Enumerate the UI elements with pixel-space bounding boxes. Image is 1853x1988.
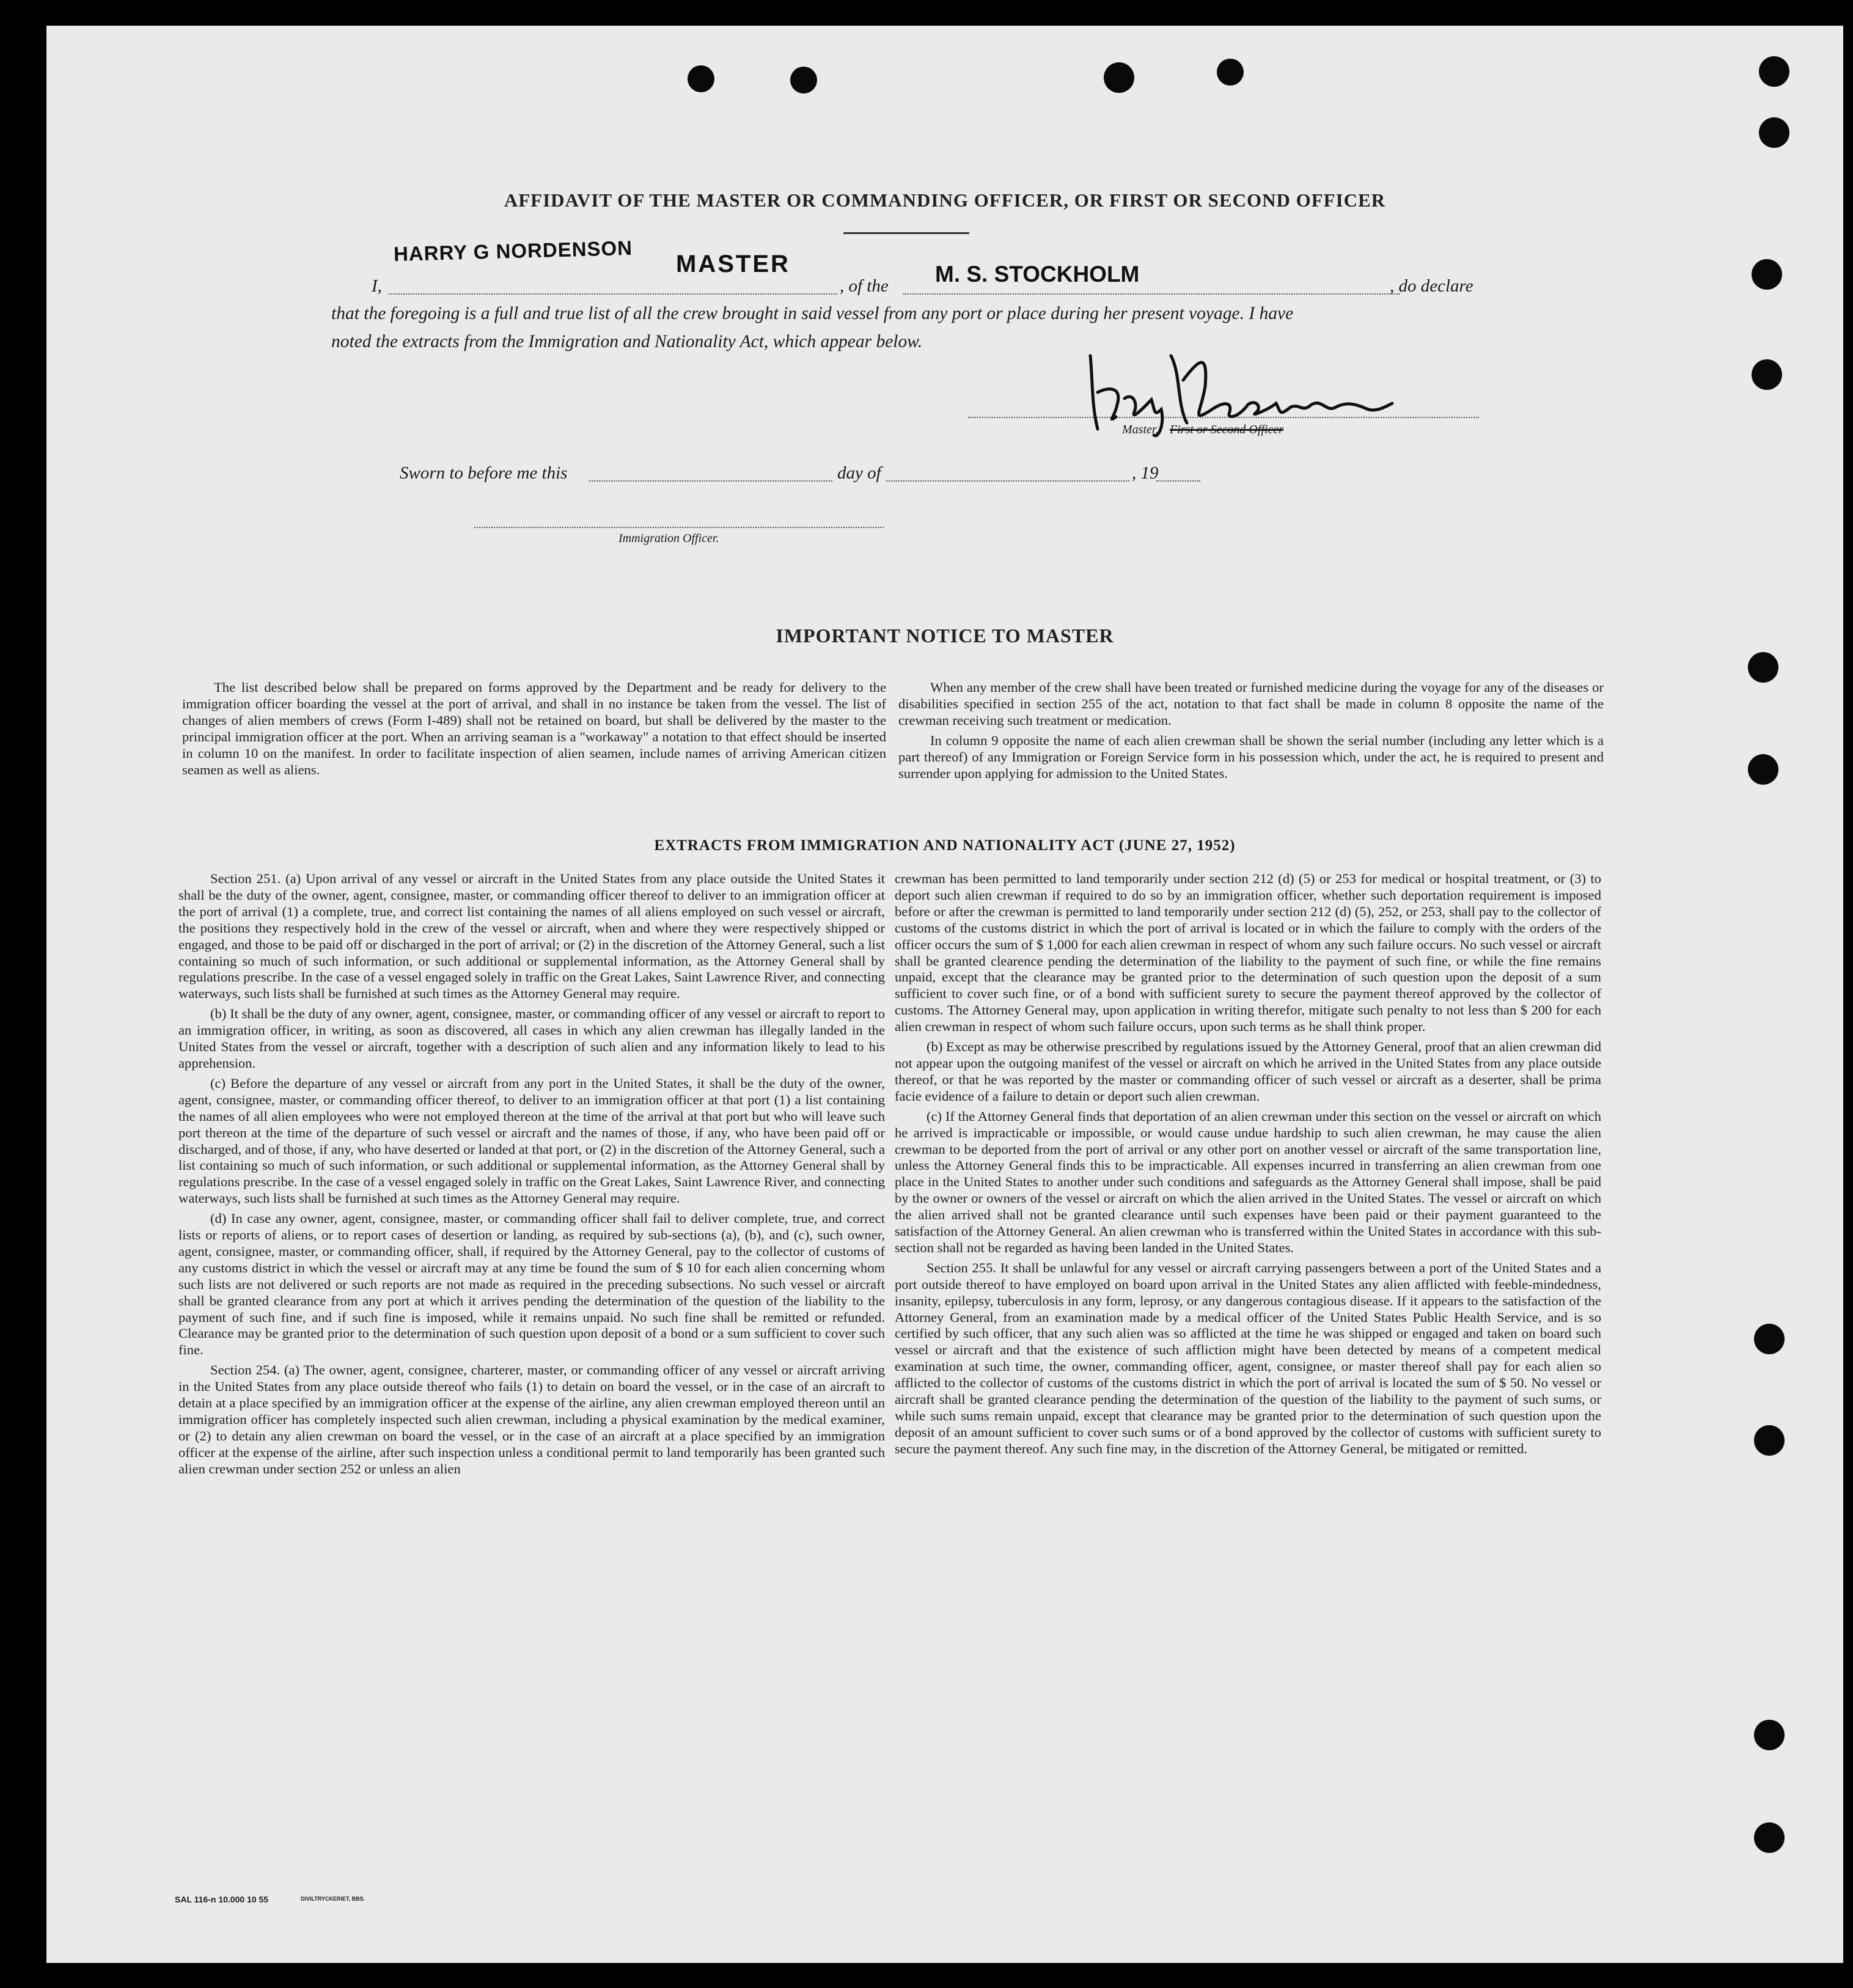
rank-typed: MASTER xyxy=(676,251,790,277)
punch-hole xyxy=(1748,754,1778,785)
extract-paragraph: Section 254. (a) The owner, agent, consignee, charterer, master, or commanding officer of any vessel or aircraft arriving in the United States from any place outside thereof who fails (1) to detain on board the vessel, or in the case of an aircraft to detain at a place specified by an immigration officer at the expense of the airline, any alien crewman employed thereon until an immigration officer has completely inspected such alien crewman, including a physical examination by the medical examiner, or (2) to detain any alien crewman on board the vessel, or in the case of an aircraft at a place specified by an immigration officer at the expense of the airline, after such inspection unless a conditional permit to land temporarily has been granted such alien crewman under section 252 or unless an alien xyxy=(178,1362,885,1476)
vessel-name: M. S. STOCKHOLM xyxy=(935,262,1140,287)
affidavit-i: I, xyxy=(372,276,382,296)
notice-title: IMPORTANT NOTICE TO MASTER xyxy=(776,625,1114,647)
extract-paragraph: (c) If the Attorney General finds that deportation of an alien crewman under this section on the vessel or aircraft on which he arrived is impracticable or impossible, or would cause undue hardship to such alien crewman, he may cause the alien crewman to be deported from the port of arrival or any other port on another vessel or aircraft of the same transportation line, unless the Attorney General finds this to be impracticable. All expenses incurred in transferring an alien crewman from one place in the United States to another under such conditions and safeguards as the Attorney General shall impose, shall be paid by the owner or owners of the vessel or aircraft on which the alien arrived in the United States. The vessel or aircraft on which the alien arrived shall not be granted clearance until such expenses have been paid or their payment guaranteed to the satisfaction of the Attorney General. An alien crewman who is transferred within the United States in accordance with this sub-section shall not be regarded as having been landed in the United States. xyxy=(895,1108,1601,1255)
signature-caption-master: Master, xyxy=(1122,423,1159,436)
sworn-day-line xyxy=(589,480,832,482)
affidavit-do-declare: , do declare xyxy=(1390,276,1473,296)
notice-right-paragraph-2: In column 9 opposite the name of each alien crewman shall be shown the serial number (including any letter which is a part thereof) of any Immigration or Foreign Service form in his possession which, under the act, he is required to present and surrender upon applying for admission to the United States. xyxy=(898,732,1604,781)
immigration-officer-caption: Immigration Officer. xyxy=(618,532,719,545)
sworn-day-of: day of xyxy=(837,463,881,483)
notice-right-column xyxy=(898,680,1604,785)
punch-hole xyxy=(1754,1822,1785,1853)
form-code: SAL 116-n 10.000 10 55 xyxy=(175,1894,269,1904)
extract-paragraph: (d) In case any owner, agent, consignee, master, or commanding officer shall fail to deliver complete, true, and correct lists or reports of aliens, or to report cases of desertion or landing, as required by sub-sections (a), (b), and (c), such owner, agent, consignee, master, or commanding officer, shall, if required by the Attorney General, pay to the collector of customs of any customs district in which the vessel or aircraft may at any time be found the sum of $ 10 for each alien concerning whom such lists are not delivered or such reports are not made as required in the preceding subsections. No such vessel or aircraft shall be granted clearance from any port at which it arrives pending the determination of the question of the liability to the payment of such fine, and if such fine is imposed, while it remains unpaid. No such fine shall be remitted or refunded. Clearance may be granted prior to the determination of such question upon deposit of a bond or a sum sufficient to cover such fine. xyxy=(178,1211,885,1358)
punch-hole xyxy=(1754,1425,1785,1456)
sworn-year-line xyxy=(1156,480,1200,482)
immigration-officer-line xyxy=(474,527,884,528)
punch-hole xyxy=(688,65,714,92)
punch-hole xyxy=(1759,117,1789,148)
punch-hole xyxy=(1217,59,1244,86)
extract-paragraph: crewman has been permitted to land temporarily under section 212 (d) (5) or 253 for medical or hospital treatment, or (3) to deport such alien crewman if required to do so by an immigration officer, whether such deportation requirement is imposed before or after the crewman is permitted to land temporarily under section 212 (d) (5), 252, or 253, shall pay to the collector of customs of the customs district in which the port of arrival is located or in which the failure to comply with the orders of the officer occurs the sum of $ 1,000 for each alien crewman in respect of whom any such failure occurs. No such vessel or aircraft shall be granted clearence pending the determination of the liability to the payment of such fine, or while the fine remains unpaid, except that the clearance may be granted prior to the determination of such question upon the deposit of a sum sufficient to cover such fine, or of a bond with sufficient surety to secure the payment thereof approved by the collector of customs. The Attorney General may, upon application in writing therefor, mitigate such penalty to not less than $ 200 for each alien crewman in respect of whom such failure occurs, upon such terms as he shall think proper. xyxy=(895,871,1601,1035)
affidavit-of-the: , of the xyxy=(840,276,889,296)
punch-hole xyxy=(1754,1324,1785,1354)
notice-left-column xyxy=(182,680,886,782)
extract-paragraph: (c) Before the departure of any vessel or aircraft from any port in the United States, it shall be the duty of the owner, agent, consignee, master, or commanding officer thereof, to deliver to an immigration officer at that port (1) a list containing the names of all alien employees who were not employed thereon at the time of the arrival at that port but who will leave such port thereon at the time of the departure of such vessel or aircraft and the names of those, if any, who have been paid off or discharged, and of those, if any, who have deserted or landed at that port, or (2) in the discretion of the Attorney General, such a list containing so much of such information, or such additional or supplemental information, as the Attorney General shall by regulations prescribe. In the case of a vessel engaged solely in traffic on the Great Lakes, Saint Lawrence River, and connecting waterways, such lists shall be furnished at such times as the Attorney General may require. xyxy=(178,1075,885,1206)
punch-hole xyxy=(1754,1720,1785,1750)
signature-caption-struck: First or Second Officer xyxy=(1170,423,1284,436)
punch-hole xyxy=(1752,359,1782,390)
affidavit-statement-cont: noted the extracts from the Immigration and Nationality Act, which appear below. xyxy=(331,332,923,351)
extracts-right-column xyxy=(895,871,1601,1461)
vessel-fill-line xyxy=(903,293,1400,295)
sworn-year: , 19 xyxy=(1132,463,1159,483)
extracts-title: EXTRACTS FROM IMMIGRATION AND NATIONALITY ACT (JUNE 27, 1952) xyxy=(654,837,1236,854)
punch-hole xyxy=(790,67,817,94)
printer-imprint: DIVILTRYCKERIET, BBS. xyxy=(301,1896,365,1902)
title-divider xyxy=(843,232,969,234)
punch-hole xyxy=(1748,652,1778,683)
master-name: HARRY G NORDENSON xyxy=(393,236,633,266)
extract-paragraph: (b) It shall be the duty of any owner, agent, consignee, master, or commanding officer of any vessel or aircraft to report to an immigration officer, in writing, as soon as discovered, all cases in which any alien crewman has illegally landed in the United States from the vessel or aircraft, together with a description of such alien and any information likely to lead to his apprehension. xyxy=(178,1006,885,1071)
extracts-left-column xyxy=(178,871,885,1481)
affidavit-statement: that the foregoing is a full and true list of all the crew brought in said vessel from any port or place during her present voyage. I have xyxy=(331,304,1294,323)
document-page xyxy=(46,26,1843,1963)
notice-right-paragraph-1: When any member of the crew shall have been treated or furnished medicine during the voyage for any of the diseases or disabilities specified in section 255 of the act, notation to that fact shall be made in column 8 opposite the name of the crewman receiving such treatment or medication. xyxy=(898,680,1604,728)
name-fill-line xyxy=(389,293,837,295)
extract-paragraph: Section 255. It shall be unlawful for any vessel or aircraft carrying passengers between a port of the United States and a port outside thereof to have employed on board upon arrival in the United States any alien afflicted with feeble-mindedness, insanity, epilepsy, tuberculosis in any form, leprosy, or any dangerous contagious disease. If it appears to the satisfaction of the Attorney General, from an examination made by a medical officer of the United States Public Health Service, and is so certified by such officer, that any such alien was so afflicted at the time he was shipped or engaged and taken on board such vessel or aircraft and that the existence of such affliction might have been detected by means of a competent medical examination at such time, the owner, commanding officer, agent, consignee, or master thereof shall pay for each alien so afflicted to the collector of customs of the customs district in which the port of arrival is located the sum of $ 50. No vessel or aircraft shall be granted clearance pending the determination of the question of the liability to the payment of such sums, or while such sums remain unpaid, except that clearance may be granted prior to the determination of such question upon the deposit of an amount sufficient to cover such sums or of a bond approved by the collector of customs with sufficient surety to secure the payment thereof. Any such fine may, in the discretion of the Attorney General, be mitigated or remitted. xyxy=(895,1260,1601,1456)
punch-hole xyxy=(1104,62,1134,93)
sworn-month-line xyxy=(886,480,1129,482)
punch-hole xyxy=(1752,259,1782,290)
punch-hole xyxy=(1759,56,1789,87)
sworn-prefix: Sworn to before me this xyxy=(400,463,568,483)
extract-paragraph: (b) Except as may be otherwise prescribed by regulations issued by the Attorney General, proof that an alien crewman did not appear upon the outgoing manifest of the vessel or aircraft on which he arrived in the United States from any place outside thereof, or that he was reported by the master or commanding officer of such vessel or aircraft as a deserter, shall be prima facie evidence of a failure to detain or deport such alien crewman. xyxy=(895,1039,1601,1104)
extract-paragraph: Section 251. (a) Upon arrival of any vessel or aircraft in the United States from any place outside the United States it shall be the duty of the owner, agent, consignee, master, or commanding officer thereof to deliver to an immigration officer at the port of arrival (1) a complete, true, and correct list containing the names of all aliens employed on such vessel or aircraft, the positions they respectively hold in the crew of the vessel or aircraft, when and where they were respectively shipped or engaged, and those to be paid off or discharged in the port of arrival; or (2) in the discretion of the Attorney General, such a list containing so much of such information, or such additional or supplemental information, as the Attorney General shall by regulations prescribe. In the case of a vessel engaged solely in traffic on the Great Lakes, Saint Lawrence River, and connecting waterways, such lists shall be furnished at such times as the Attorney General may require. xyxy=(178,871,885,1002)
notice-left-paragraph: The list described below shall be prepared on forms approved by the Department and be ready for delivery to the immigration officer boarding the vessel at the port of arrival, and shall in no instance be taken from the vessel. The list of changes of alien members of crews (Form I-489) shall not be retained on board, but shall be delivered by the master to the principal immigration officer at the port. When an arriving seaman is a "workaway" a notation to that effect should be inserted in column 10 on the manifest. In order to facilitate inspection of alien seamen, include names of arriving American citizen seamen as well as aliens. xyxy=(182,680,886,777)
affidavit-title: AFFIDAVIT OF THE MASTER OR COMMANDING OFFICER, OR FIRST OR SECOND OFFICER xyxy=(504,189,1386,211)
